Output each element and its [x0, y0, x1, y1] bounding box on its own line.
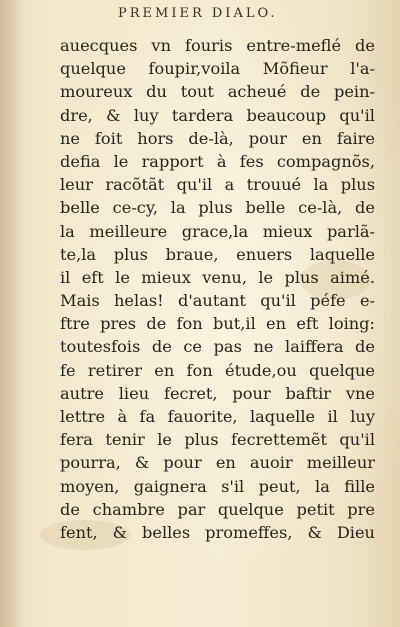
page-text-block	[60, 34, 375, 544]
text-line: fera tenir le plus fecrettemẽt qu'il	[60, 430, 375, 450]
text-line: fent, & belles promeffes, & Dieu	[60, 522, 375, 542]
text-line: il eft le mieux venu, le plus aimé.	[60, 267, 375, 287]
text-line: dre, & luy tardera beaucoup qu'il	[60, 105, 375, 125]
text-line: moyen, gaignera s'il peut, la fille	[60, 476, 375, 496]
text-line: de chambre par quelque petit pre	[60, 499, 375, 519]
running-head: PREMIER DIALO.	[118, 6, 278, 21]
text-line: toutesfois de ce pas ne laiffera de	[60, 337, 375, 357]
text-line: autre lieu fecret, pour baftir vne	[60, 383, 375, 403]
text-line: moureux du tout acheué de pein-	[60, 82, 375, 102]
spine-shadow	[0, 0, 22, 627]
text-line: ne foit hors de-là, pour en faire	[60, 128, 375, 148]
text-line: defia le rapport à fes compagnõs,	[60, 151, 375, 171]
text-line: leur racõtãt qu'il a trouué la plus	[60, 175, 375, 195]
text-line: lettre à fa fauorite, laquelle il luy	[60, 407, 375, 426]
text-line: ftre pres de fon but,il en eft loing:	[60, 314, 375, 334]
text-line: fe retirer en fon étude,ou quelque	[60, 360, 375, 380]
text-line: auecques vn fouris entre-meflé de	[60, 36, 375, 55]
text-line: pourra, & pour en auoir meilleur	[60, 453, 375, 473]
text-line: belle ce-cy, la plus belle ce-là, de	[60, 198, 375, 218]
text-line: quelque foupir,voila Mõfieur l'a-	[60, 59, 375, 79]
text-line: la meilleure grace,la mieux parlã-	[60, 221, 375, 241]
text-line: Mais helas! d'autant qu'il péfe e-	[60, 291, 375, 311]
text-line: te,la plus braue, enuers laquelle	[60, 244, 375, 264]
